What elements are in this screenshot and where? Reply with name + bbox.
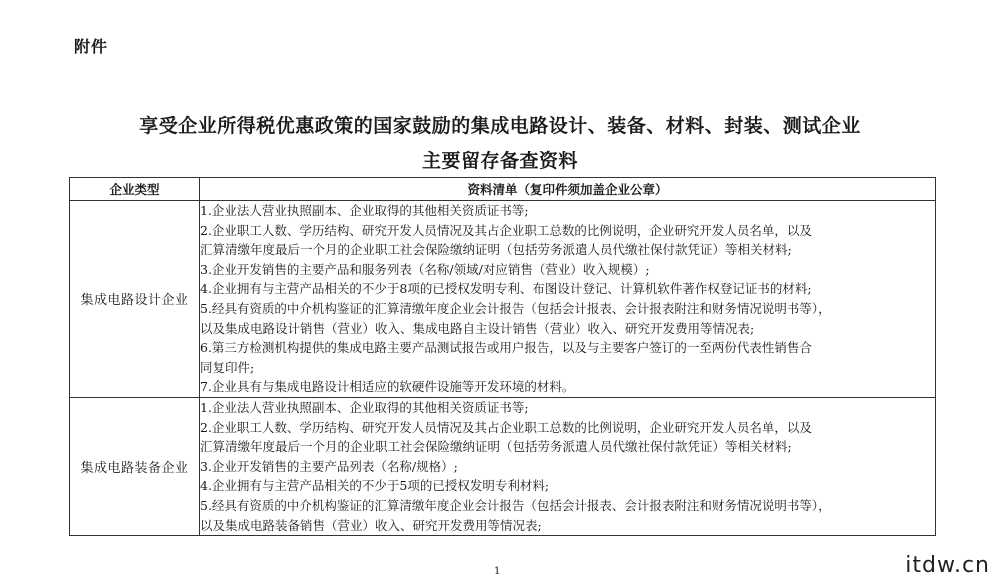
- list-item: [200, 476, 935, 496]
- page-number: 1: [494, 566, 501, 577]
- materials-table: [69, 177, 936, 536]
- list-item: [200, 398, 935, 418]
- header-materials-list: 资料清单（复印件须加盖企业公章）: [200, 178, 936, 201]
- list-item: [200, 496, 935, 535]
- table-body: [70, 201, 936, 536]
- list-item-line: 6.第三方检测机构提供的集成电路主要产品测试报告或用户报告，以及与主要客户签订的一至两份代表性销售合: [200, 340, 812, 356]
- table-header-row: [70, 178, 936, 201]
- list-item-line: 5.经具有资质的中介机构鉴证的汇算清缴年度企业会计报告（包括会计报表、会计报表附注和财务情况说明书等），: [200, 497, 831, 513]
- list-item-line: 1.企业法人营业执照副本、企业取得的其他相关资质证书等;: [200, 203, 529, 218]
- list-item: [200, 299, 935, 338]
- table-row: [70, 397, 936, 535]
- list-item-line: 同复印件;: [200, 359, 255, 375]
- list-item-line: 3.企业开发销售的主要产品列表（名称/规格）;: [200, 458, 458, 474]
- attachment-label: 附件: [74, 37, 109, 56]
- list-item: [200, 260, 935, 280]
- list-item: [200, 377, 935, 397]
- list-item: [200, 457, 935, 477]
- enterprise-type-cell: 集成电路设计企业: [70, 201, 200, 398]
- list-item: [200, 338, 935, 377]
- list-item-line: 2.企业职工人数、学历结构、研究开发人员情况及其占企业职工总数的比例说明，企业研究开发人员名单，以及: [200, 419, 812, 435]
- list-item-line: 汇算清缴年度最后一个月的企业职工社会保险缴纳证明（包括劳务派遣人员代缴社保付款凭证）等相关材料;: [200, 242, 792, 258]
- materials-list-cell: [200, 397, 936, 535]
- list-item-line: 2.企业职工人数、学历结构、研究开发人员情况及其占企业职工总数的比例说明，企业研究开发人员名单，以及: [200, 222, 812, 238]
- list-item-line: 1.企业法人营业执照副本、企业取得的其他相关资质证书等;: [200, 399, 529, 415]
- list-item-line: 4.企业拥有与主营产品相关的不少于5项的已授权发明专利材料;: [200, 478, 550, 494]
- header-enterprise-type: 企业类型: [70, 178, 200, 201]
- table-row: [70, 201, 936, 398]
- list-item-line: 4.企业拥有与主营产品相关的不少于8项的已授权发明专利、布图设计登记、计算机软件著作权登记证书的材料;: [200, 281, 812, 297]
- list-item-line: 汇算清缴年度最后一个月的企业职工社会保险缴纳证明（包括劳务派遣人员代缴社保付款凭证）等相关材料;: [200, 439, 792, 455]
- list-item-line: 以及集成电路设计销售（营业）收入、集成电路自主设计销售（营业）收入、研究开发费用等情况表;: [200, 320, 755, 336]
- document-subtitle: 主要留存备查资料: [421, 150, 578, 172]
- list-item: [200, 279, 935, 299]
- list-item-line: 3.企业开发销售的主要产品和服务列表（名称/领域/对应销售（营业）收入规模）;: [200, 261, 650, 277]
- document-title: 享受企业所得税优惠政策的国家鼓励的集成电路设计、装备、材料、封装、测试企业: [139, 115, 861, 137]
- list-item: [200, 221, 935, 260]
- list-item-line: 以及集成电路装备销售（营业）收入、研究开发费用等情况表;: [200, 517, 542, 533]
- list-item: [200, 418, 935, 457]
- list-item: [200, 201, 935, 221]
- site-watermark: itdw.cn: [905, 553, 990, 578]
- enterprise-type-cell: 集成电路装备企业: [70, 397, 200, 535]
- materials-list-cell: [200, 201, 936, 398]
- list-item-line: 7.企业具有与集成电路设计相适应的软硬件设施等开发环境的材料。: [200, 379, 575, 395]
- list-item-line: 5.经具有资质的中介机构鉴证的汇算清缴年度企业会计报告（包括会计报表、会计报表附注和财务情况说明书等），: [200, 300, 831, 316]
